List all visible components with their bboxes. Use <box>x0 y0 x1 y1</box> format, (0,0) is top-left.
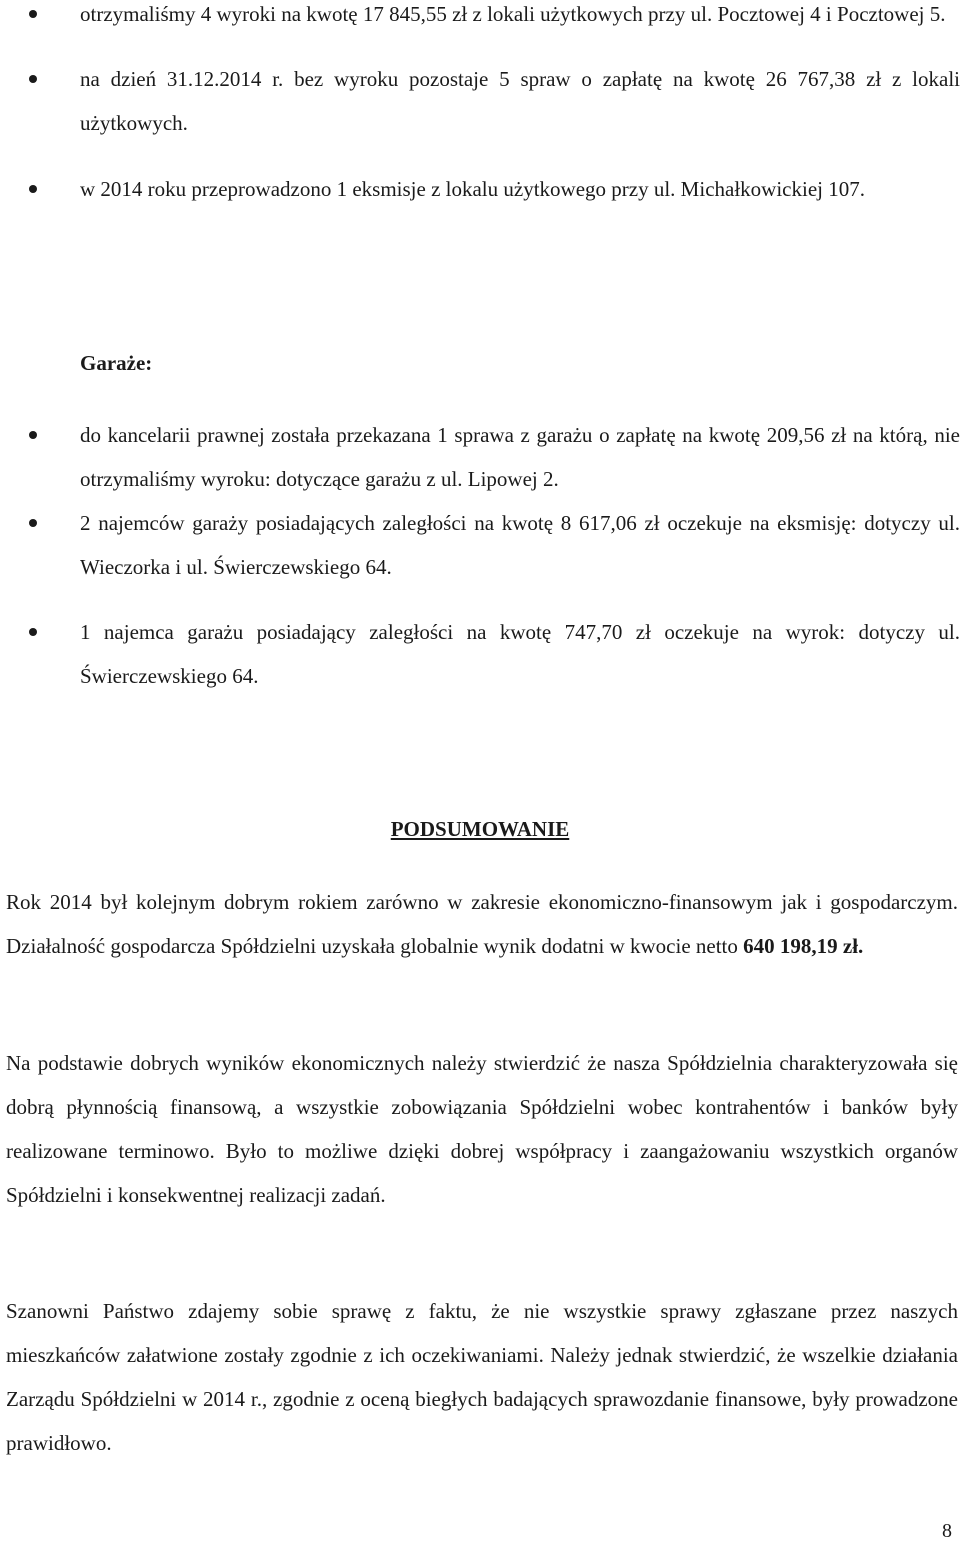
garages-list <box>0 413 960 698</box>
bullet-icon <box>29 10 37 18</box>
bullet-icon <box>29 628 37 636</box>
list-item-text: 1 najemca garażu posiadający zaległości na kwotę 747,70 zł oczekuje na wyrok: dotyczy ul. Świerczewskiego 64. <box>80 620 960 688</box>
summary-paragraph-1 <box>6 880 958 968</box>
list-item <box>0 167 960 211</box>
list-item-text: otrzymaliśmy 4 wyroki na kwotę 17 845,55 zł z lokali użytkowych przy ul. Pocztowej 4 i Pocztowej 5. <box>80 2 946 26</box>
commercial-units-list <box>0 0 960 211</box>
summary-title: PODSUMOWANIE <box>390 817 570 841</box>
list-item <box>0 0 960 36</box>
list-item <box>0 501 960 589</box>
list-item-text: do kancelarii prawnej została przekazana 1 sprawa z garażu o zapłatę na kwotę 209,56 zł na którą, nie otrzymaliśmy wyroku: dotyczące garażu z ul. Lipowej 2. <box>80 423 960 491</box>
list-item-text: na dzień 31.12.2014 r. bez wyroku pozostaje 5 spraw o zapłatę na kwotę 26 767,38 zł z lokali użytkowych. <box>80 67 960 135</box>
list-item <box>0 413 960 501</box>
list-item <box>0 610 960 698</box>
paragraph-text: Rok 2014 był kolejnym dobrym rokiem zarówno w zakresie ekonomiczno-finansowym jak i gospodarczym. Działalność gospodarcza Spółdzielni uzyskała globalnie wynik dodatni w kwocie netto <box>6 890 958 958</box>
bullet-icon <box>29 75 37 83</box>
bullet-icon <box>29 519 37 527</box>
list-item-text: 2 najemców garaży posiadających zaległości na kwotę 8 617,06 zł oczekuje na eksmisję: dotyczy ul. Wieczorka i ul. Świerczewskiego 64. <box>80 511 960 579</box>
bullet-icon <box>29 185 37 193</box>
summary-paragraph-2: Na podstawie dobrych wyników ekonomicznych należy stwierdzić że nasza Spółdzielnia charakteryzowała się dobrą płynnością finansową, a wszystkie zobowiązania Spółdzielni wobec kontrahentów i banków były realizowane terminowo. Było to możliwe dzięki dobrej współpracy i zaangażowaniu wszystkich organów Spółdzielni i konsekwentnej realizacji zadań. <box>6 1051 958 1207</box>
list-item-text: w 2014 roku przeprowadzono 1 eksmisje z lokalu użytkowego przy ul. Michałkowickiej 107. <box>80 177 865 201</box>
garages-heading: Garaże: <box>80 351 153 375</box>
list-item <box>0 57 960 145</box>
net-result-amount: 640 198,19 zł. <box>743 934 864 958</box>
bullet-icon <box>29 431 37 439</box>
summary-paragraph-3: Szanowni Państwo zdajemy sobie sprawę z faktu, że nie wszystkie sprawy zgłaszane przez naszych mieszkańców załatwione zostały zgodnie z ich oczekiwaniami. Należy jednak stwierdzić, że wszelkie działania Zarządu Spółdzielni w 2014 r., zgodnie z oceną biegłych badających sprawozdanie finansowe, były prowadzone prawidłowo. <box>6 1299 958 1455</box>
page-number: 8 <box>942 1520 952 1542</box>
